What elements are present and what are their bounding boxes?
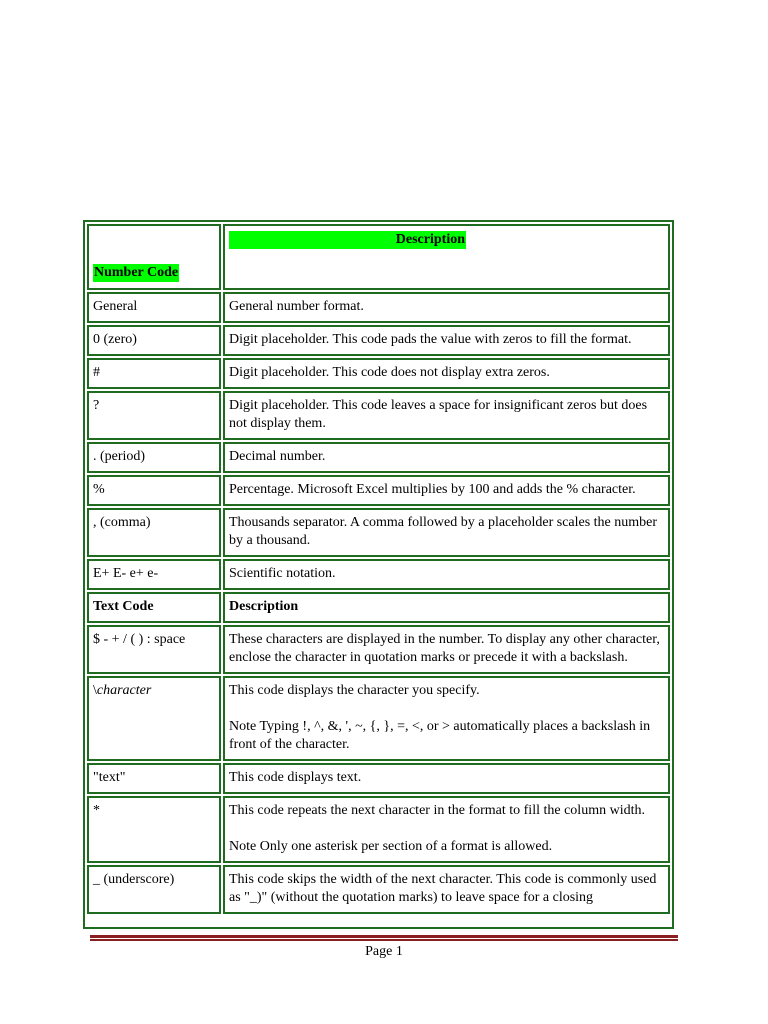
number-code-header-cell xyxy=(87,224,221,290)
format-codes-table-frame xyxy=(83,220,674,929)
code-cell: * xyxy=(87,796,221,863)
text-code-header: Text Code xyxy=(87,592,221,623)
number-description-header: Description xyxy=(229,231,466,249)
code-cell: $ - + / ( ) : space xyxy=(87,625,221,674)
description-cell: This code displays text. xyxy=(223,763,670,794)
table-row xyxy=(87,796,670,863)
table-row xyxy=(87,391,670,440)
table-row xyxy=(87,358,670,389)
table-row xyxy=(87,292,670,323)
table-row xyxy=(87,763,670,794)
code-cell: . (period) xyxy=(87,442,221,473)
table-row xyxy=(87,475,670,506)
table-row xyxy=(87,625,670,674)
table-row xyxy=(87,865,670,914)
description-cell xyxy=(223,676,670,761)
page-number: Page 1 xyxy=(365,944,403,959)
code-cell: ? xyxy=(87,391,221,440)
code-cell: "text" xyxy=(87,763,221,794)
number-code-header: Number Code xyxy=(94,265,179,280)
table-row xyxy=(87,325,670,356)
code-cell: # xyxy=(87,358,221,389)
code-italic: character xyxy=(96,683,152,698)
number-code-header-row xyxy=(87,224,670,290)
description-cell: This code skips the width of the next character. This code is commonly used as "_)" (without the quotation marks) to leave space for a closing xyxy=(223,865,670,914)
code-cell: _ (underscore) xyxy=(87,865,221,914)
code-cell xyxy=(87,676,221,761)
description-text: This code repeats the next character in the format to fill the column width. xyxy=(229,803,645,818)
code-prefix: \ xyxy=(93,683,97,698)
description-cell: Digit placeholder. This code pads the value with zeros to fill the format. xyxy=(223,325,670,356)
table-row xyxy=(87,676,670,761)
description-cell: These characters are displayed in the number. To display any other character, enclose the character in quotation marks or precede it with a backslash. xyxy=(223,625,670,674)
table-row xyxy=(87,508,670,557)
description-cell: Percentage. Microsoft Excel multiplies by 100 and adds the % character. xyxy=(223,475,670,506)
description-cell: General number format. xyxy=(223,292,670,323)
table-row xyxy=(87,559,670,590)
description-cell xyxy=(223,796,670,863)
code-cell: , (comma) xyxy=(87,508,221,557)
text-code-header-row xyxy=(87,592,670,623)
footer-divider xyxy=(90,935,678,941)
code-cell: E+ E- e+ e- xyxy=(87,559,221,590)
description-cell: Decimal number. xyxy=(223,442,670,473)
number-description-header-cell xyxy=(223,224,670,290)
code-cell: % xyxy=(87,475,221,506)
table-row xyxy=(87,442,670,473)
text-description-header: Description xyxy=(223,592,670,623)
description-text: This code displays the character you specify. xyxy=(229,683,480,698)
description-cell: Scientific notation. xyxy=(223,559,670,590)
code-cell: 0 (zero) xyxy=(87,325,221,356)
description-cell: Digit placeholder. This code does not display extra zeros. xyxy=(223,358,670,389)
description-note: Note Only one asterisk per section of a format is allowed. xyxy=(229,839,553,854)
code-cell: General xyxy=(87,292,221,323)
description-cell: Digit placeholder. This code leaves a space for insignificant zeros but does not display them. xyxy=(223,391,670,440)
description-cell: Thousands separator. A comma followed by a placeholder scales the number by a thousand. xyxy=(223,508,670,557)
description-note: Note Typing !, ^, &, ', ~, {, }, =, <, or > automatically places a backslash in front of the character. xyxy=(229,719,651,752)
format-codes-table xyxy=(85,222,672,916)
